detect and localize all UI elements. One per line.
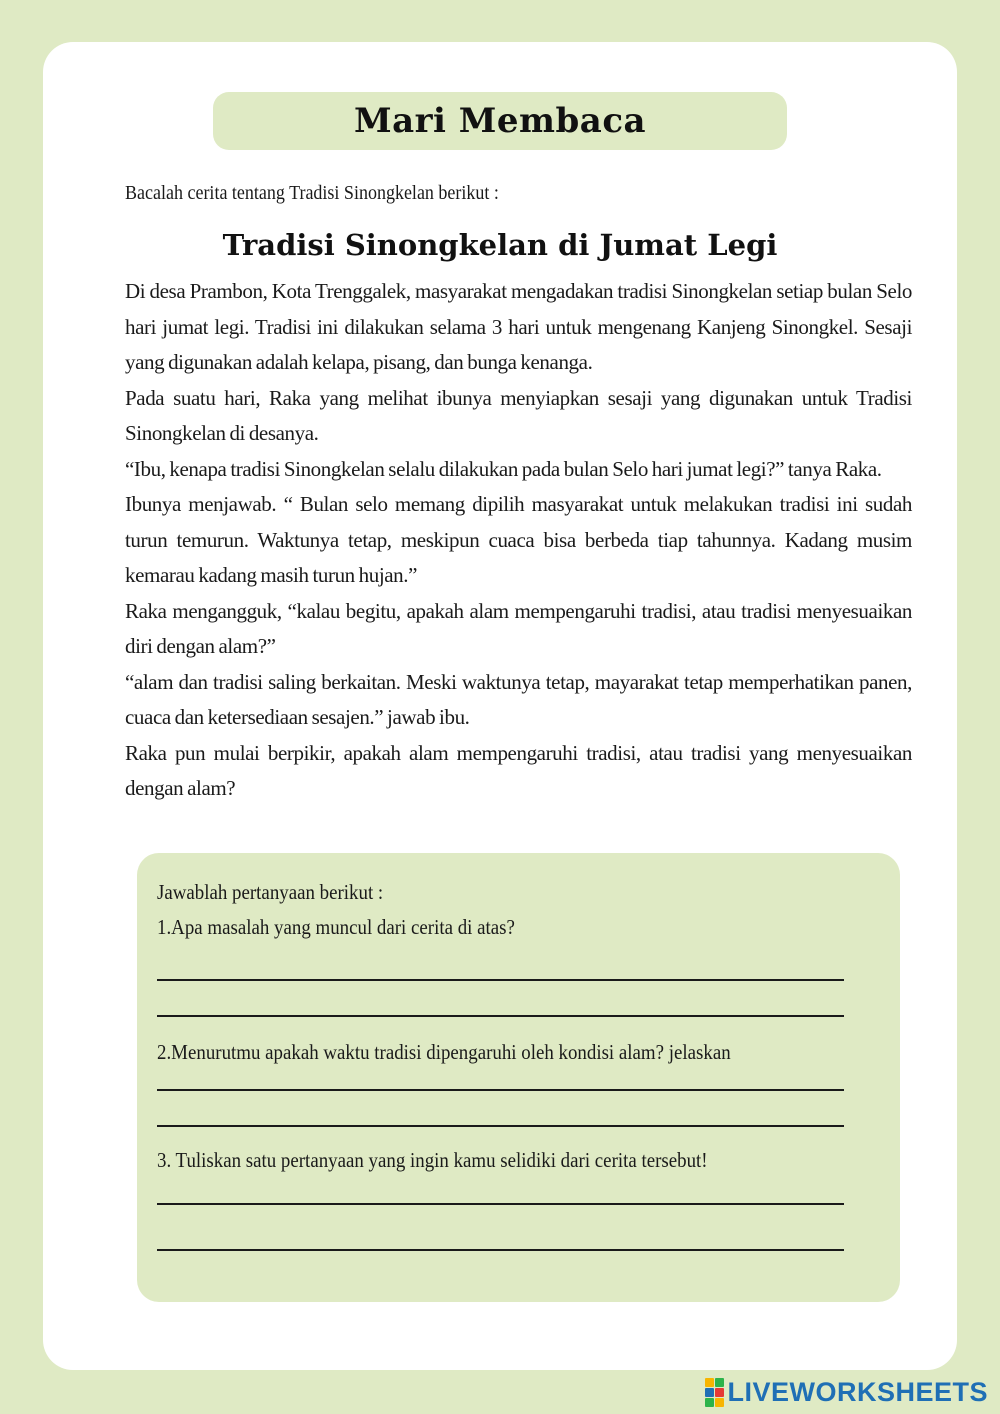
story-paragraph: Pada suatu hari, Raka yang melihat ibunya menyiapkan sesaji yang digunakan untuk Tradisi Sinongkelan di desanya. (125, 385, 912, 445)
story-text (125, 274, 912, 807)
story-paragraph: “alam dan tradisi saling berkaitan. Meski waktunya tetap, mayarakat tetap memperhatikan panen, cuaca dan ketersediaan sesajen.” jawab ibu. (125, 669, 912, 729)
liveworksheets-watermark (705, 1377, 988, 1408)
story-paragraph: Raka mengangguk, “kalau begitu, apakah alam mempengaruhi tradisi, atau tradisi menyesuaikan diri dengan alam?” (125, 598, 912, 658)
answer-line-3a[interactable] (157, 1203, 844, 1205)
answer-line-1b[interactable] (157, 1015, 844, 1017)
page-title: Mari Membaca (353, 101, 647, 141)
question-3: 3. Tuliskan satu pertanyaan yang ingin kamu selidiki dari cerita tersebut! (157, 1148, 708, 1172)
question-2: 2.Menurutmu apakah waktu tradisi dipengaruhi oleh kondisi alam? jelaskan (157, 1040, 731, 1064)
story-paragraph: Di desa Prambon, Kota Trenggalek, masyarakat mengadakan tradisi Sinongkelan setiap bulan Selo hari jumat legi. Tradisi ini dilakukan selama 3 hari untuk mengenang Kanjeng Sinongkel. Sesaji yang digunakan adalah kelapa, pisang, dan bunga kenanga. (125, 279, 912, 374)
story-paragraph: Raka pun mulai berpikir, apakah alam mempengaruhi tradisi, atau tradisi yang menyesuaikan dengan alam? (125, 740, 912, 800)
reading-instruction: Bacalah cerita tentang Tradisi Sinongkelan berikut : (125, 182, 499, 204)
story-title: Tradisi Sinongkelan di Jumat Legi (222, 228, 778, 262)
answer-line-1a[interactable] (157, 979, 844, 981)
story-paragraph: “Ibu, kenapa tradisi Sinongkelan selalu dilakukan pada bulan Selo hari jumat legi?” tanya Raka. (125, 456, 882, 481)
answer-line-2a[interactable] (157, 1089, 844, 1091)
liveworksheets-logo-icon (705, 1378, 724, 1407)
watermark-text: LIVEWORKSHEETS (727, 1377, 988, 1407)
questions-heading: Jawablah pertanyaan berikut : (157, 880, 384, 904)
title-banner (213, 92, 787, 150)
answer-line-3b[interactable] (157, 1249, 844, 1251)
answer-line-2b[interactable] (157, 1125, 844, 1127)
story-paragraph: Ibunya menjawab. “ Bulan selo memang dipilih masyarakat untuk melakukan tradisi ini sudah turun temurun. Waktunya tetap, meskipun cuaca bisa berbeda tiap tahunnya. Kadang musim kemarau kadang masih turun hujan.” (125, 492, 912, 587)
question-1: 1.Apa masalah yang muncul dari cerita di atas? (157, 915, 515, 939)
